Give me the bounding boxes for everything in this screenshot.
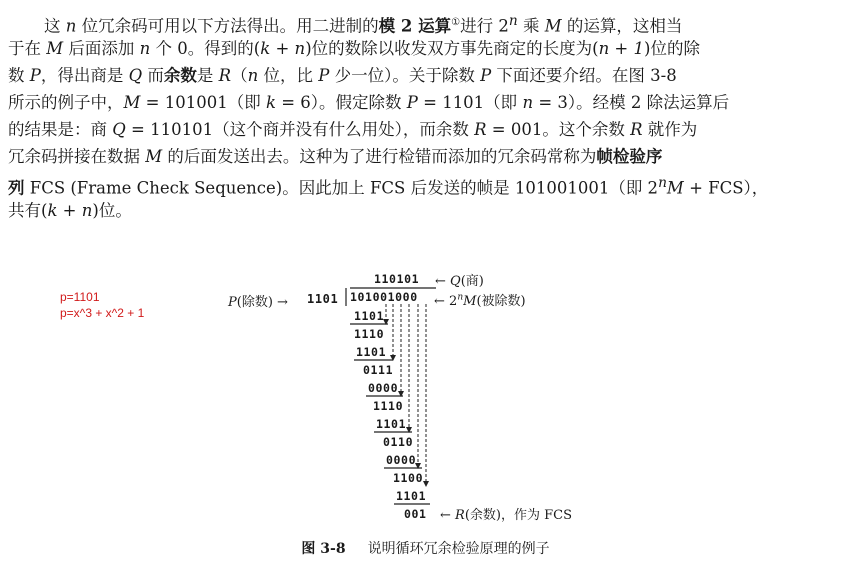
superscript-n: n [457, 292, 464, 303]
dividend-value: 101001000 [350, 290, 418, 304]
var-k: k [265, 93, 276, 112]
divisor-value: 1101 [307, 292, 339, 306]
var-m: M [666, 178, 684, 197]
var-r: R [474, 120, 487, 139]
var-q: Q [450, 274, 461, 289]
paragraph-line [8, 116, 840, 143]
divisor-label [228, 291, 288, 310]
text: （ [231, 66, 248, 85]
note-divisor-polynomial: p=x^3 + x^2 + 1 [60, 306, 145, 320]
left-arrow-icon: ← [440, 508, 451, 523]
paragraph-line [8, 62, 840, 89]
term-fcs: 列 [8, 178, 25, 197]
body-paragraph [8, 8, 840, 224]
text: 所示的例子中， [8, 93, 124, 112]
text: 而 [142, 66, 164, 85]
text: 位，比 [258, 66, 319, 85]
term-fcs: 帧检验序 [596, 147, 663, 166]
term-remainder: 余数 [163, 66, 197, 85]
text: 2 [449, 294, 458, 309]
remainder-label-text: (余数)，作为 FCS [464, 508, 572, 523]
text: 进行 2 [460, 16, 509, 35]
divisor-label-text: (除数) [236, 295, 273, 310]
division-step: 1110 [373, 399, 404, 413]
paragraph-line [8, 8, 840, 35]
var-n: n [139, 39, 151, 58]
expr-k-plus-n: k + n [47, 201, 93, 220]
var-m: M [463, 294, 477, 309]
division-step: 1101 [354, 309, 385, 323]
quotient-label [435, 270, 484, 289]
right-arrow-icon: → [277, 295, 288, 310]
division-step: 0111 [363, 363, 394, 377]
text: )位的数除以收发双方事先商定的长度为( [305, 39, 599, 58]
text: 后面添加 [63, 39, 140, 58]
paragraph-line [8, 197, 840, 224]
paragraph-line [8, 143, 840, 170]
division-step: 0000 [368, 381, 399, 395]
division-step: 1100 [393, 471, 424, 485]
paragraph-line [8, 89, 840, 116]
text: 的后面发送出去。这种为了进行检错而添加的冗余码常称为 [162, 147, 597, 166]
var-p: P [29, 66, 41, 85]
figure-caption [0, 538, 851, 558]
text: 的结果是：商 [8, 120, 113, 139]
text: 下面还要介绍。在图 3-8 [491, 66, 677, 85]
paragraph-line [8, 170, 840, 197]
text: 个 0。得到的( [150, 39, 261, 58]
remainder-label [440, 504, 572, 523]
superscript-n: n [508, 13, 518, 29]
footnote-marker: ① [451, 17, 461, 28]
text: ，得出商是 [40, 66, 129, 85]
var-m: M [123, 93, 141, 112]
text: = 6）。假定除数 [275, 93, 407, 112]
figure-caption-text: 说明循环冗余检验原理的例子 [367, 541, 550, 557]
text: = 101001（即 [140, 93, 266, 112]
superscript-n: n [658, 175, 667, 191]
quotient-label-text: (商) [460, 274, 484, 289]
text: FCS (Frame Check Sequence)。因此加上 FCS 后发送的帧是 101001001（即 2 [24, 178, 659, 197]
left-arrow-icon: ← [434, 294, 445, 309]
text: 是 [196, 66, 219, 85]
var-r: R [455, 508, 465, 523]
var-r: R [630, 120, 643, 139]
text: 位冗余码可用以下方法得出。用二进制的 [76, 16, 379, 35]
var-m: M [46, 39, 64, 58]
var-q: Q [112, 120, 126, 139]
note-divisor-bits: p=1101 [60, 290, 100, 304]
division-step: 0000 [386, 453, 417, 467]
text: 的运算，这相当 [561, 16, 683, 35]
var-m: M [544, 16, 562, 35]
dividend-label-text: (被除数) [476, 294, 526, 309]
var-p: P [228, 295, 237, 310]
expr-n-plus-1: n + 1 [598, 39, 645, 58]
left-arrow-icon: ← [435, 274, 446, 289]
text: 少一位）。关于除数 [329, 66, 481, 85]
text: = 1101（即 [417, 93, 523, 112]
var-n: n [247, 66, 259, 85]
var-m: M [145, 147, 163, 166]
text: 就作为 [642, 120, 698, 139]
paragraph-line [8, 35, 840, 62]
var-n: n [65, 16, 77, 35]
text: = 001。这个余数 [486, 120, 631, 139]
term-mod2: 模 2 运算 [378, 16, 452, 35]
division-step: 1101 [396, 489, 427, 503]
text: )位的除 [644, 39, 700, 58]
var-p: P [480, 66, 492, 85]
var-p: P [318, 66, 330, 85]
text: 冗余码拼接在数据 [8, 147, 146, 166]
text: = 3）。经模 2 除法运算后 [533, 93, 730, 112]
text: = 110101（这个商并没有什么用处），而余数 [125, 120, 475, 139]
division-step: 0110 [383, 435, 414, 449]
text: 于在 [8, 39, 47, 58]
division-step: 1101 [376, 417, 407, 431]
text: 数 [8, 66, 30, 85]
figure-number: 图 3-8 [301, 541, 346, 557]
quotient-value: 110101 [374, 272, 420, 286]
text: 乘 [517, 16, 545, 35]
division-step: 1101 [356, 345, 387, 359]
var-p: P [406, 93, 418, 112]
dividend-label [434, 290, 526, 309]
text: 这 [44, 16, 66, 35]
text: )位。 [92, 201, 132, 220]
division-step: 1110 [354, 327, 385, 341]
var-r: R [218, 66, 232, 85]
text: + FCS）， [683, 178, 769, 197]
var-n: n [522, 93, 534, 112]
var-q: Q [128, 66, 143, 85]
remainder-value: 001 [404, 507, 427, 521]
text: 共有( [8, 201, 48, 220]
expr-k-plus-n: k + n [260, 39, 306, 58]
